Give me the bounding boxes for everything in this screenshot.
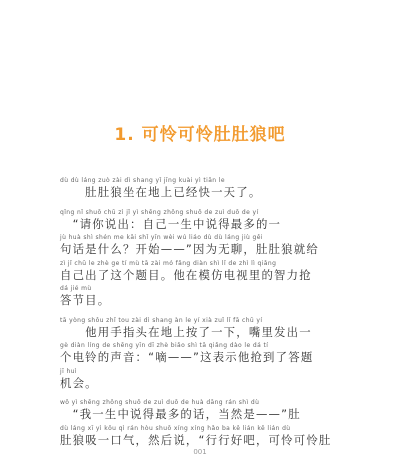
pinyin-line: dá jié mù: [60, 285, 92, 292]
pinyin-line: dù láng xī yì kǒu qì rán hòu shuō xíng xíng hǎo ba kě lián kě lián dù: [60, 424, 291, 432]
hanzi-line: 答节目。: [60, 293, 111, 307]
hanzi-line: “请你说出：自己一生中说得最多的一: [60, 216, 282, 231]
hanzi-line: 句话是什么？开始——”因为无聊，肚肚狼就给: [60, 242, 319, 256]
hanzi-line: 机会。: [60, 375, 98, 390]
chapter-title: 1. 可怜可怜肚肚狼吧: [114, 125, 286, 145]
pinyin-line: zì jǐ chū le zhè ge tí mù tā zài mó fǎng diàn shì lǐ de zhì lì qiǎng: [60, 259, 277, 267]
pinyin-line: jù huà shì shén me kāi shǐ yīn wèi wú liáo dù dù láng jiù gěi: [60, 234, 263, 241]
hanzi-line: 肚肚狼坐在地上已经快一天了。: [60, 185, 262, 199]
text-line: [60, 341, 360, 367]
pinyin-line: qǐng nǐ shuō chū zì jǐ yì shēng zhōng shuō de zuì duō de yí: [60, 208, 259, 216]
pinyin-line: tā yòng shǒu zhǐ tou zài dì shang àn le yí xià zuǐ lǐ fā chū yí: [60, 316, 263, 324]
pinyin-line: gè diàn líng de shēng yīn dī zhè biǎo shì tā qiǎng dào le dá tí: [60, 342, 269, 349]
page-number: 001: [193, 448, 207, 456]
hanzi-line: 个电铃的声音：“嘀——”这表示他抢到了答题: [60, 350, 314, 364]
text-line: [60, 259, 360, 285]
hanzi-line: “我一生中说得最多的话，当然是——”肚: [60, 407, 301, 421]
hanzi-line: 肚狼吸一口气，然后说，“行行好吧，可怜可怜肚: [60, 432, 332, 447]
pinyin-line: jī huì: [60, 367, 77, 375]
hanzi-line: 他用手指头在地上按了一下，嘴里发出一: [60, 324, 312, 339]
text-line: [60, 233, 360, 259]
text-line: [60, 424, 360, 450]
story-body: [60, 176, 360, 449]
text-line: [60, 316, 360, 342]
hanzi-line: 自己出了这个题目。他在模仿电视里的智力抢: [60, 267, 312, 282]
pinyin-line: wǒ yì shēng zhōng shuō de zuì duō de huà dāng rán shì dù: [60, 399, 260, 406]
pinyin-line: dù dù láng zuò zài dì shang yǐ jīng kuài yì tiān le: [60, 177, 225, 184]
text-line: [60, 208, 360, 234]
text-line: [60, 367, 360, 393]
text-line: [60, 284, 360, 310]
text-line: [60, 176, 360, 202]
text-line: [60, 398, 360, 424]
